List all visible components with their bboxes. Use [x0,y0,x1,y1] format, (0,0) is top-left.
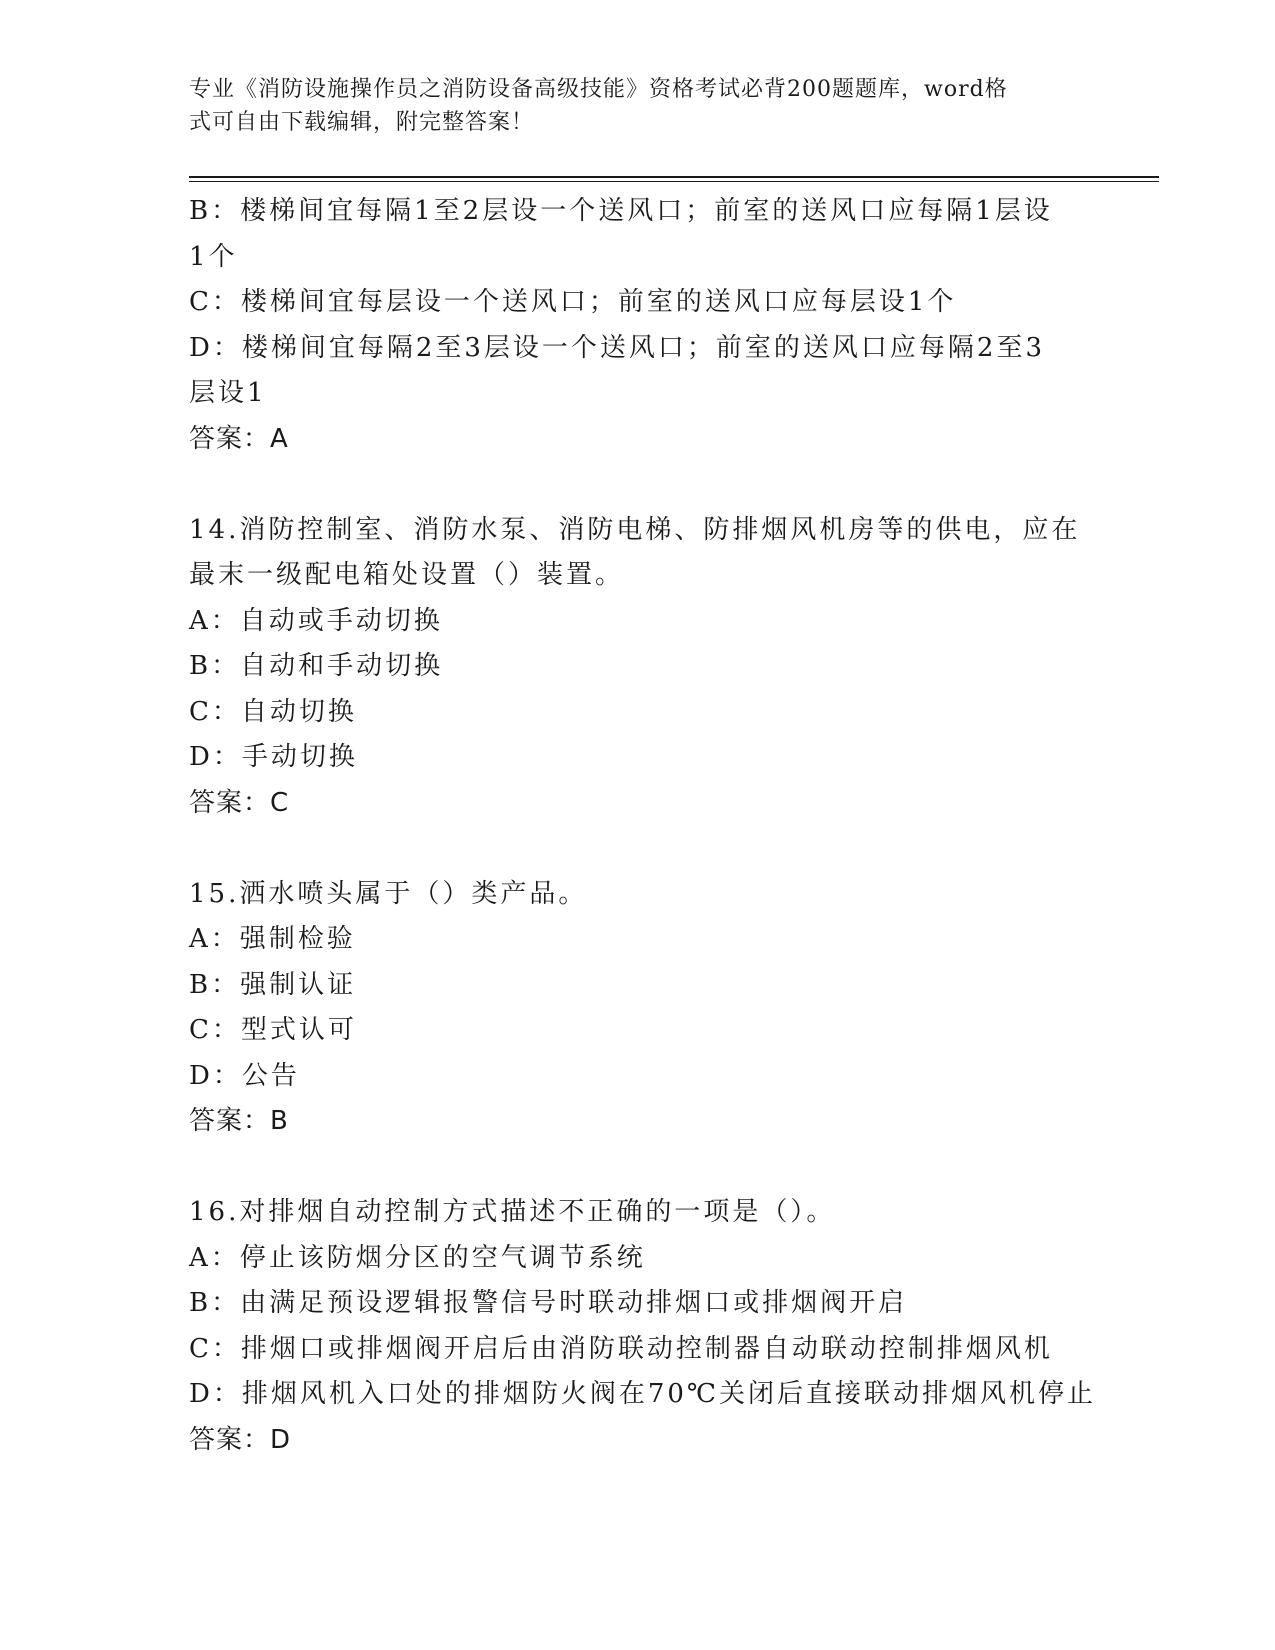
option-c: C：型式认可 [189,1015,357,1045]
question-15 [189,872,1089,1145]
option-d: D：楼梯间宜每隔2至3层设一个送风口；前室的送风口应每隔2至3 [189,332,1046,363]
question-13-continuation [189,189,1089,462]
answer: 答案：C [189,787,290,818]
option-a: A：停止该防烟分区的空气调节系统 [189,1242,646,1273]
option-c: C：自动切换 [189,696,357,727]
question-stem: 14.消防控制室、消防水泵、消防电梯、防排烟风机房等的供电，应在 [189,514,1081,545]
option-b-continued: 1个 [189,241,238,272]
header-rule-thick [189,176,1159,178]
option-b: B：自动和手动切换 [189,651,444,681]
option-a: A：自动或手动切换 [189,605,443,636]
option-b: B：由满足预设逻辑报警信号时联动排烟口或排烟阀开启 [189,1288,908,1318]
question-stem: 15.洒水喷头属于（）类产品。 [189,878,588,909]
option-b: B：楼梯间宜每隔1至2层设一个送风口；前室的送风口应每隔1层设 [189,196,1053,226]
option-a: A：强制检验 [189,924,356,954]
header-rule-thin [189,181,1159,182]
question-stem-continued: 最末一级配电箱处设置（）装置。 [189,560,625,590]
question-spacer [189,826,1089,872]
document-header [189,73,1069,139]
header-line-2: 式可自由下载编辑，附完整答案！ [189,110,535,135]
question-content [189,189,1097,1463]
question-stem: 16.对排烟自动控制方式描述不正确的一项是（）。 [189,1197,836,1227]
option-c: C：排烟口或排烟阀开启后由消防联动控制器自动联动控制排烟风机 [189,1333,1053,1364]
option-d: D：公告 [189,1060,300,1091]
option-d-continued: 层设1 [189,378,267,408]
option-d: D：排烟风机入口处的排烟防火阀在70℃关闭后直接联动排烟风机停止 [189,1379,1097,1409]
answer: 答案：B [189,1106,289,1136]
question-spacer [189,1145,1089,1191]
option-b: B：强制认证 [189,969,357,1000]
header-line-1: 专业《消防设施操作员之消防设备高级技能》资格考试必背200题题库，word格 [189,77,1008,102]
answer: 答案：D [189,1424,292,1455]
question-spacer [189,462,1089,508]
option-c: C：楼梯间宜每层设一个送风口；前室的送风口应每层设1个 [189,287,957,317]
answer: 答案：A [189,423,289,454]
option-d: D：手动切换 [189,742,358,772]
question-14 [189,508,1089,827]
question-16 [189,1190,1097,1463]
